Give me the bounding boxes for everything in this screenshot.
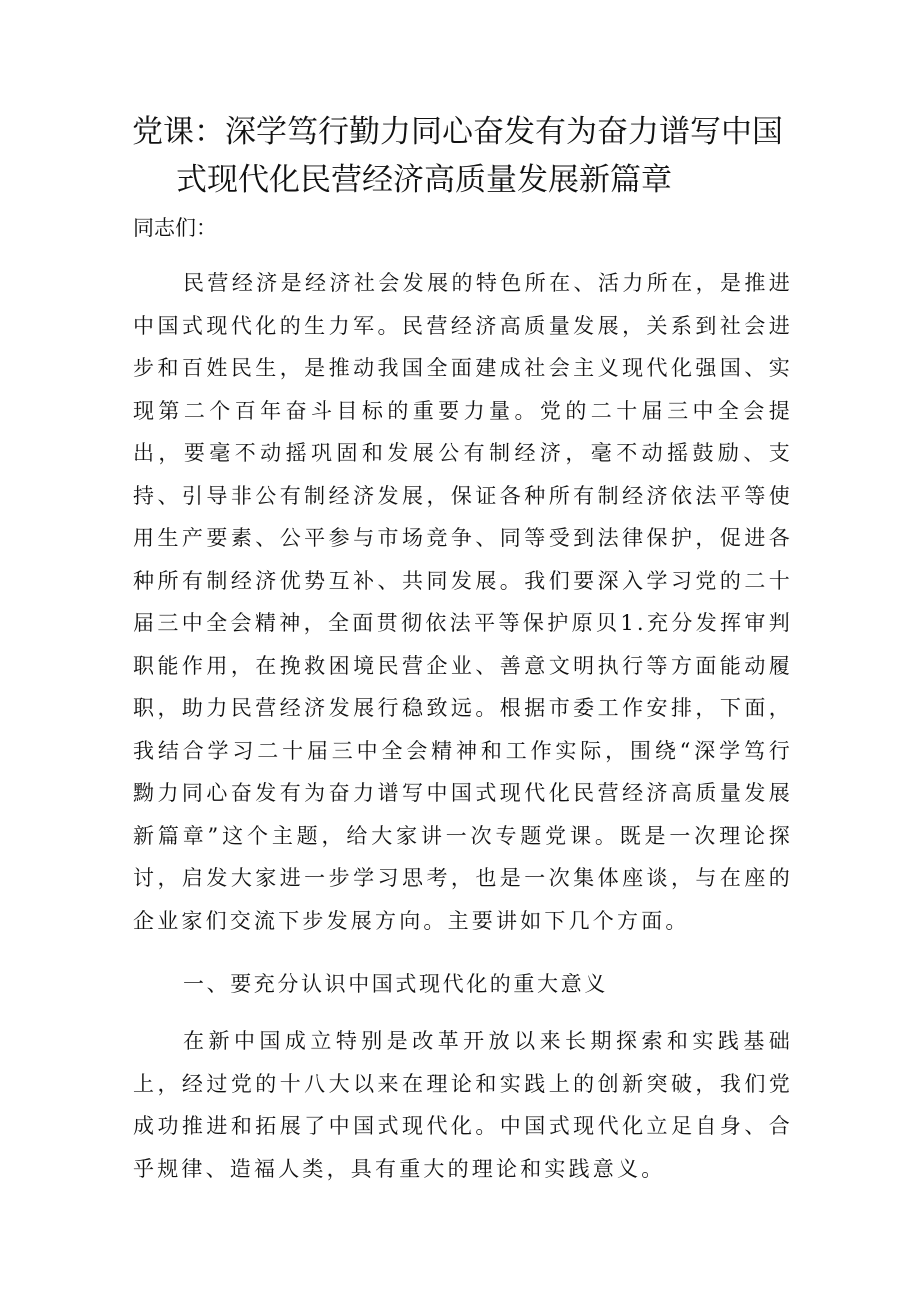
greeting: 同志们：	[133, 216, 217, 240]
section-heading-1: 一、要充分认识中国式现代化的重大意义	[183, 972, 608, 996]
paragraph-section-1: 在新中国成立特别是改革开放以来长期探索和实践基础上，经过党的十八大以来在理论和实践上的创新突破，我们党成功推进和拓展了中国式现代化。中国式现代化立足自身、合乎规律、造福人类，具有重大的理论和实践意义。	[133, 1029, 793, 1181]
title-line-2: 式现代化民营经济高质量发展新篇章	[176, 162, 672, 198]
title-line-1: 党课：深学笃行勤力同心奋发有为奋力谱写中国	[132, 114, 783, 150]
paragraph-intro: 民营经济是经济社会发展的特色所在、活力所在，是推进中国式现代化的生力军。民营经济高质量发展，关系到社会进步和百姓民生，是推动我国全面建成社会主义现代化强国、实现第二个百年奋斗目标的重要力量。党的二十届三中全会提出，要毫不动摇巩固和发展公有制经济，毫不动摇鼓励、支持、引导非公有制经济发展，保证各种所有制经济依法平等使用生产要素、公平参与市场竞争、同等受到法律保护，促进各种所有制经济优势互补、共同发展。我们要深入学习党的二十届三中全会精神，全面贯彻依法平等保护原贝1.充分发挥审判职能作用，在挽救困境民营企业、善意文明执行等方面能动履职，助力民营经济发展行稳致远。根据市委工作安排，下面，我结合学习二十届三中全会精神和工作实际，围绕“深学笃行黝力同心奋发有为奋力谱写中国式现代化民营经济高质量发展新篇章”这个主题，给大家讲一次专题党课。既是一次理论探讨，启发大家进一步学习思考，也是一次集体座谈，与在座的企业家们交流下步发展方向。主要讲如下几个方面。	[133, 271, 793, 933]
document-title	[132, 108, 792, 204]
